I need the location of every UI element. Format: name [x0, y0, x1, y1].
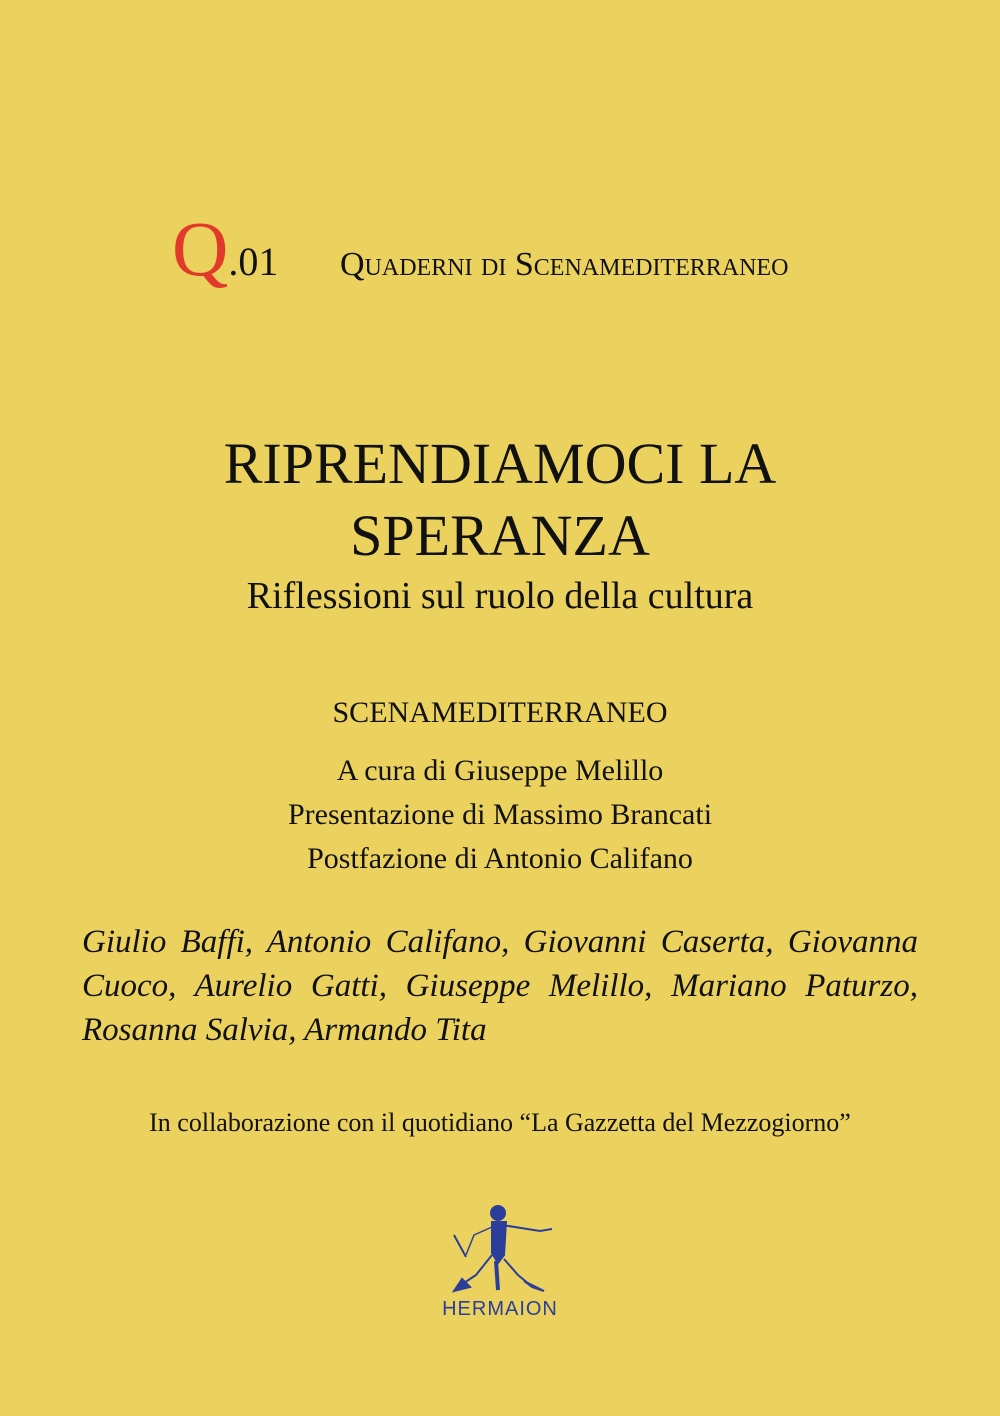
credit-editor: A cura di Giuseppe Melillo — [336, 754, 664, 787]
publisher-group: SCENAMEDITERRANEO — [332, 696, 668, 729]
hermaion-logo — [440, 1195, 560, 1320]
series-letter: Q — [172, 205, 229, 292]
book-title-line-1: RIPRENDIAMOCI LA — [223, 431, 777, 496]
series-header — [172, 205, 789, 292]
book-title-line-2: SPERANZA — [350, 503, 650, 568]
hermes-figure-icon — [440, 1195, 560, 1320]
logo-text: HERMAION — [442, 1298, 558, 1320]
collaboration-note: In collaborazione con il quotidiano “La Gazzetta del Mezzogiorno” — [149, 1108, 851, 1137]
credit-afterword: Postfazione di Antonio Califano — [307, 842, 693, 875]
authors-list: Giulio Baffi, Antonio Califano, Giovanni Caserta, Giovanna Cuoco, Aurelio Gatti, Giuseppe Melillo, Mariano Paturzo, Rosanna Salvia, Armando Tita — [82, 924, 918, 1048]
series-number: .01 — [228, 239, 279, 284]
book-subtitle: Riflessioni sul ruolo della cultura — [246, 575, 754, 617]
credit-presentation: Presentazione di Massimo Brancati — [287, 798, 713, 831]
series-label: Quaderni di Scenamediterraneo — [340, 246, 789, 283]
